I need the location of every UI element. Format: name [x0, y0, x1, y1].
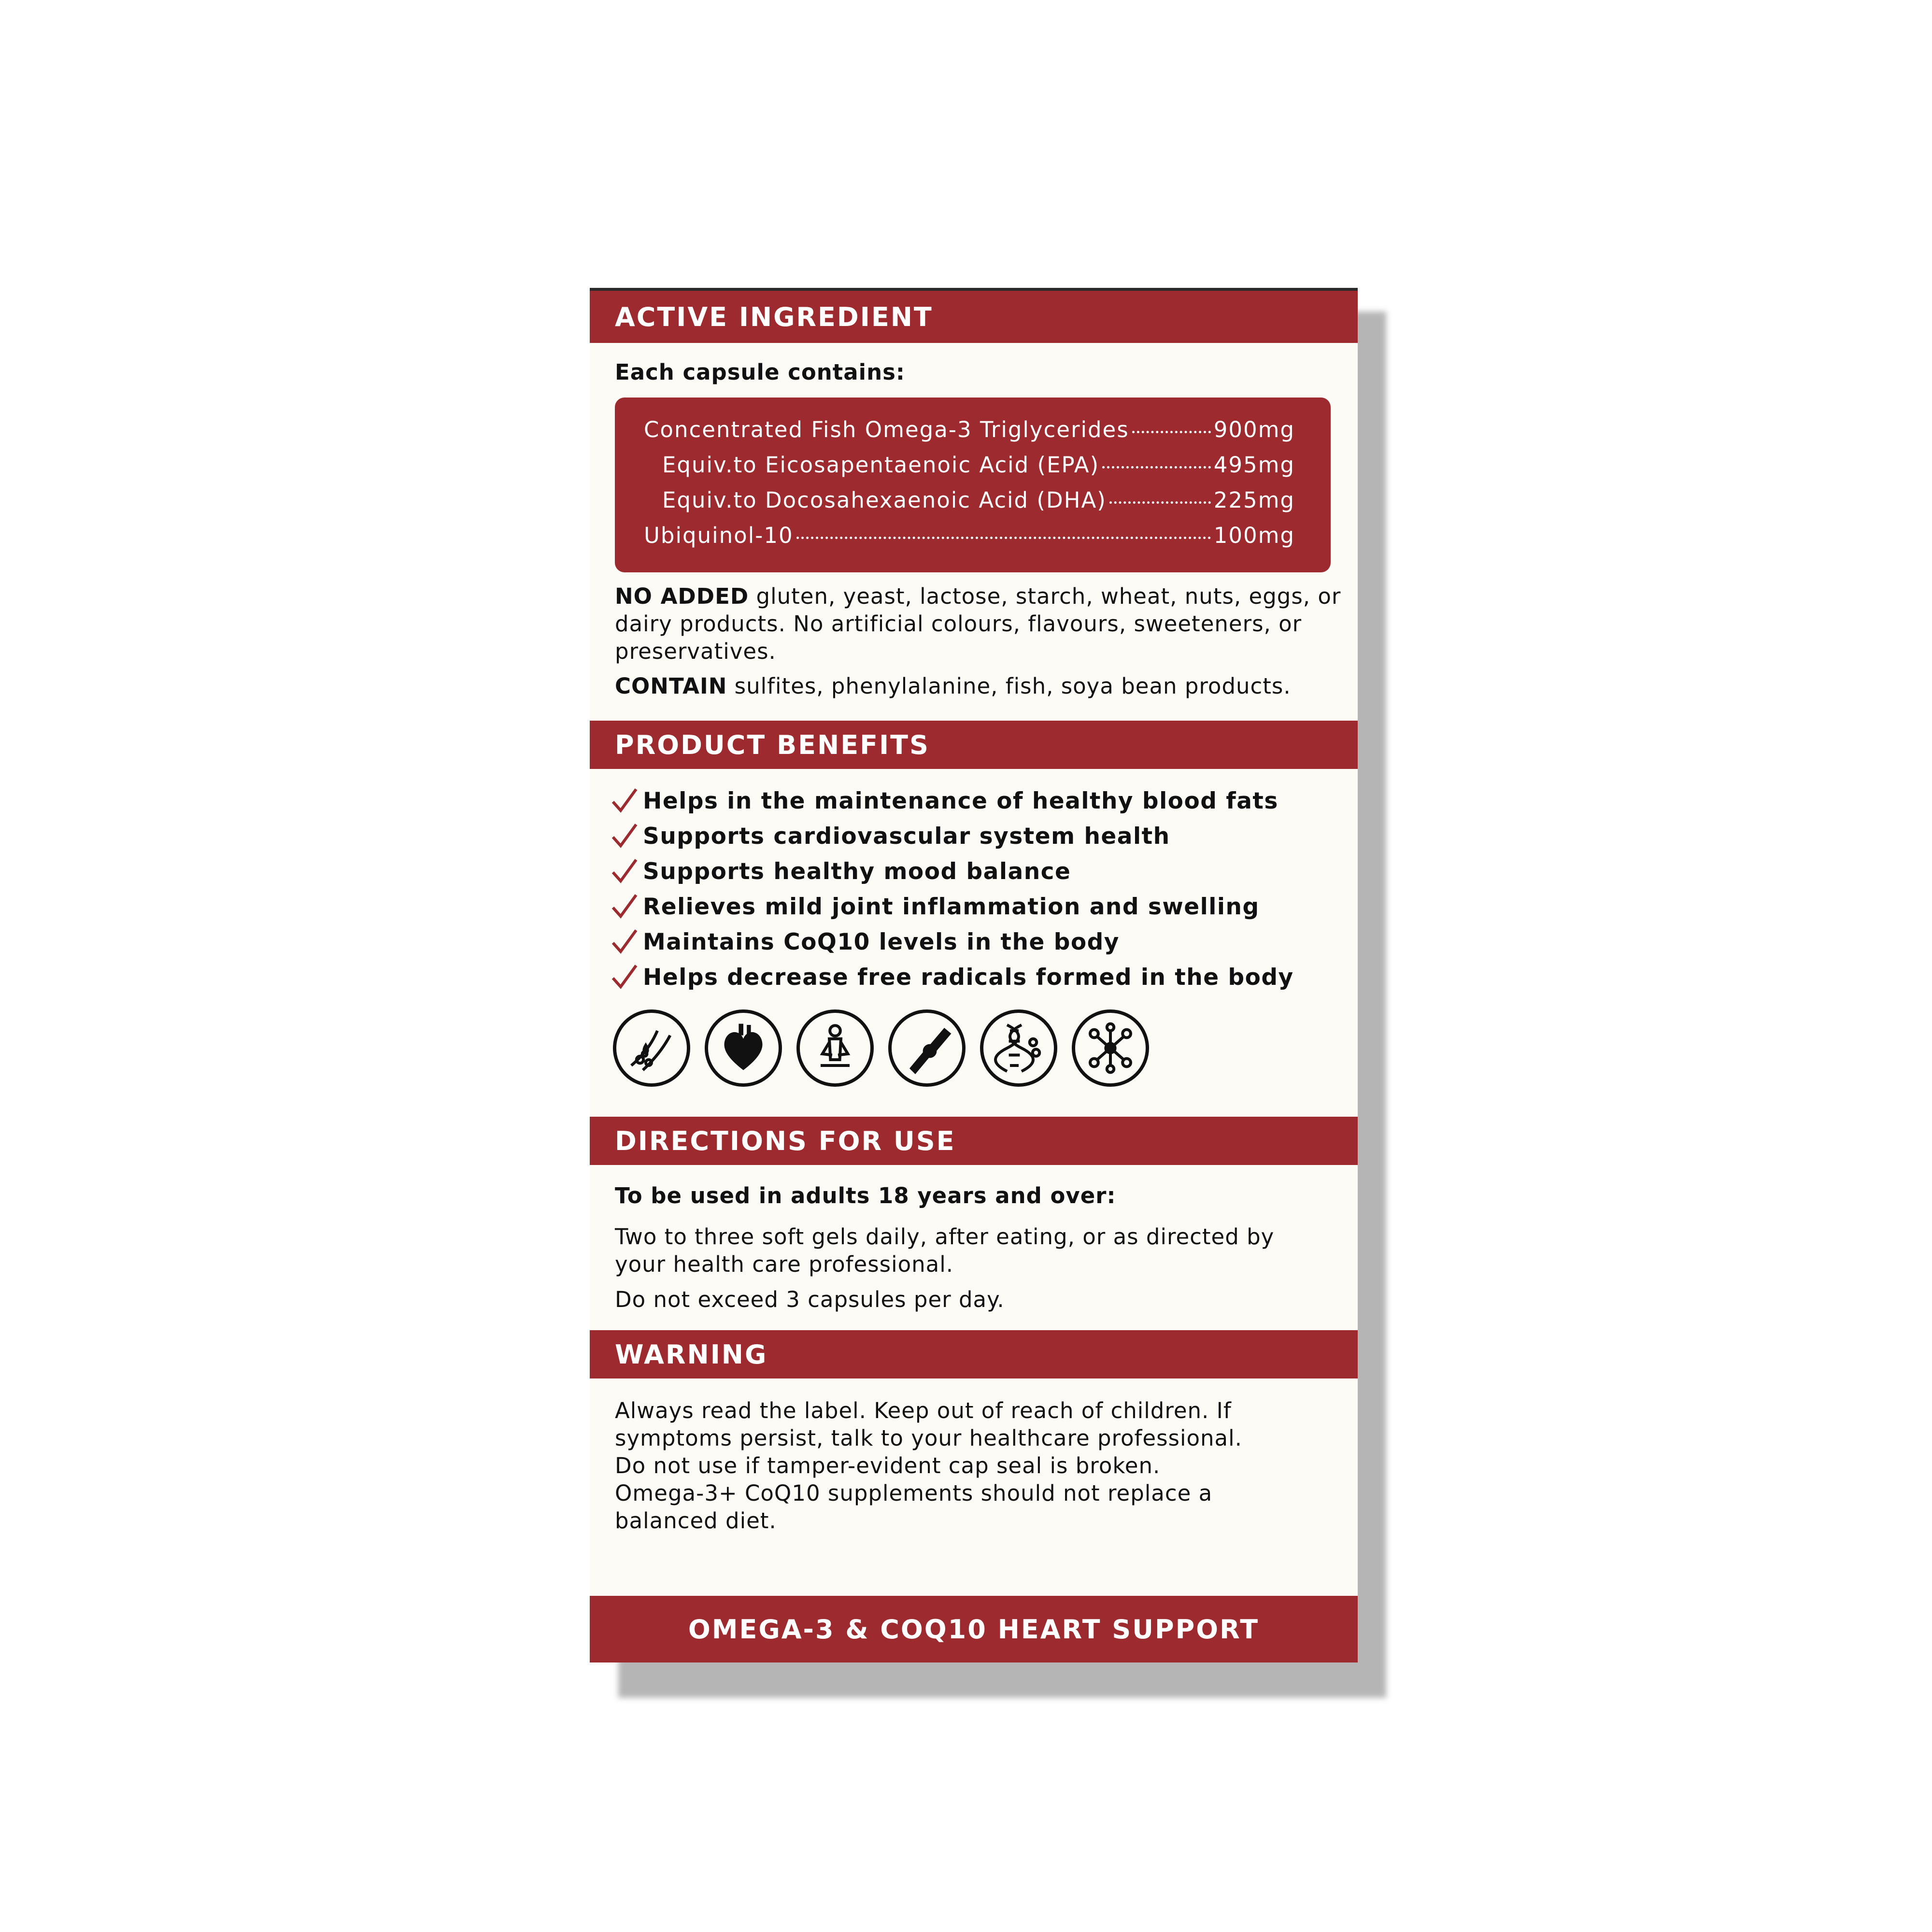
joint-icon — [888, 1009, 966, 1087]
ingredient-row — [644, 523, 1295, 548]
contain-statement — [615, 672, 1291, 700]
checkmark-icon — [610, 892, 639, 921]
checkmark-icon — [610, 963, 639, 992]
dna-icon — [980, 1009, 1057, 1087]
benefit-item — [610, 786, 1279, 815]
benefit-item — [610, 857, 1071, 886]
directions-limit: Do not exceed 3 capsules per day. — [615, 1287, 1005, 1312]
ingredient-name: Ubiquinol-10 — [644, 523, 794, 548]
ingredient-amount: 225mg — [1213, 487, 1295, 513]
benefit-item — [610, 963, 1294, 992]
molecule-icon — [1072, 1009, 1149, 1087]
ingredient-name: Equiv.to Eicosapentaenoic Acid (EPA) — [662, 452, 1100, 478]
benefit-item — [610, 927, 1120, 956]
warning-line: balanced diet. — [615, 1508, 777, 1534]
each-capsule-label: Each capsule contains: — [615, 359, 905, 385]
checkmark-icon — [610, 822, 639, 851]
no-added-text: preservatives. — [615, 639, 776, 664]
benefit-text: Helps decrease free radicals formed in the body — [643, 964, 1294, 991]
ingredient-name: Concentrated Fish Omega-3 Triglycerides — [644, 417, 1129, 442]
warning-text — [615, 1397, 1242, 1534]
warning-heading: WARNING — [590, 1330, 1358, 1378]
checkmark-icon — [610, 927, 639, 956]
warning-line: symptoms persist, talk to your healthcare professional. — [615, 1425, 1242, 1451]
benefit-text: Relieves mild joint inflammation and swelling — [643, 893, 1260, 920]
ingredient-row — [644, 417, 1295, 442]
heart-icon — [705, 1009, 782, 1087]
benefit-text: Supports cardiovascular system health — [643, 823, 1170, 850]
benefit-text: Supports healthy mood balance — [643, 858, 1071, 885]
dot-leader — [796, 537, 1211, 539]
dot-leader — [1132, 431, 1211, 433]
directions-line: Two to three soft gels daily, after eating, or as directed by — [615, 1224, 1275, 1250]
ingredient-row — [662, 487, 1295, 513]
dot-leader — [1102, 466, 1211, 469]
checkmark-icon — [610, 857, 639, 886]
contain-text: sulfites, phenylalanine, fish, soya bean products. — [727, 673, 1291, 699]
directions-subheading: To be used in adults 18 years and over: — [615, 1183, 1116, 1208]
directions-heading: DIRECTIONS FOR USE — [590, 1117, 1358, 1165]
warning-line: Omega-3+ CoQ10 supplements should not replace a — [615, 1480, 1213, 1506]
dot-leader — [1109, 501, 1211, 504]
benefit-icons — [613, 1009, 1164, 1087]
directions-text — [615, 1223, 1274, 1278]
active-ingredient-heading: ACTIVE INGREDIENT — [590, 291, 1358, 343]
ingredient-amount: 495mg — [1213, 452, 1295, 478]
benefit-item — [610, 822, 1170, 851]
footer-title: OMEGA-3 & COQ10 HEART SUPPORT — [688, 1614, 1260, 1645]
no-added-text: gluten, yeast, lactose, starch, wheat, nuts, eggs, or — [749, 583, 1341, 609]
meditation-icon — [796, 1009, 874, 1087]
warning-line: Always read the label. Keep out of reach of children. If — [615, 1398, 1232, 1423]
no-added-text: dairy products. No artificial colours, flavours, sweeteners, or — [615, 611, 1302, 637]
ingredient-name: Equiv.to Docosahexaenoic Acid (DHA) — [662, 487, 1107, 513]
contain-label: CONTAIN — [615, 673, 727, 699]
label-panel — [590, 288, 1358, 1660]
checkmark-icon — [610, 786, 639, 815]
directions-line: your health care professional. — [615, 1251, 954, 1277]
footer-band — [590, 1596, 1358, 1662]
ingredient-amount: 100mg — [1213, 523, 1295, 548]
ingredient-row — [662, 452, 1295, 478]
ingredients-box — [615, 398, 1331, 572]
product-benefits-heading: PRODUCT BENEFITS — [590, 721, 1358, 769]
ingredient-amount: 900mg — [1213, 417, 1295, 442]
warning-line: Do not use if tamper-evident cap seal is broken. — [615, 1453, 1161, 1478]
no-added-statement — [615, 582, 1341, 665]
benefit-item — [610, 892, 1260, 921]
no-added-label: NO ADDED — [615, 583, 749, 609]
blood-vessel-icon — [613, 1009, 690, 1087]
benefit-text: Helps in the maintenance of healthy blood fats — [643, 787, 1279, 814]
benefit-text: Maintains CoQ10 levels in the body — [643, 928, 1120, 955]
